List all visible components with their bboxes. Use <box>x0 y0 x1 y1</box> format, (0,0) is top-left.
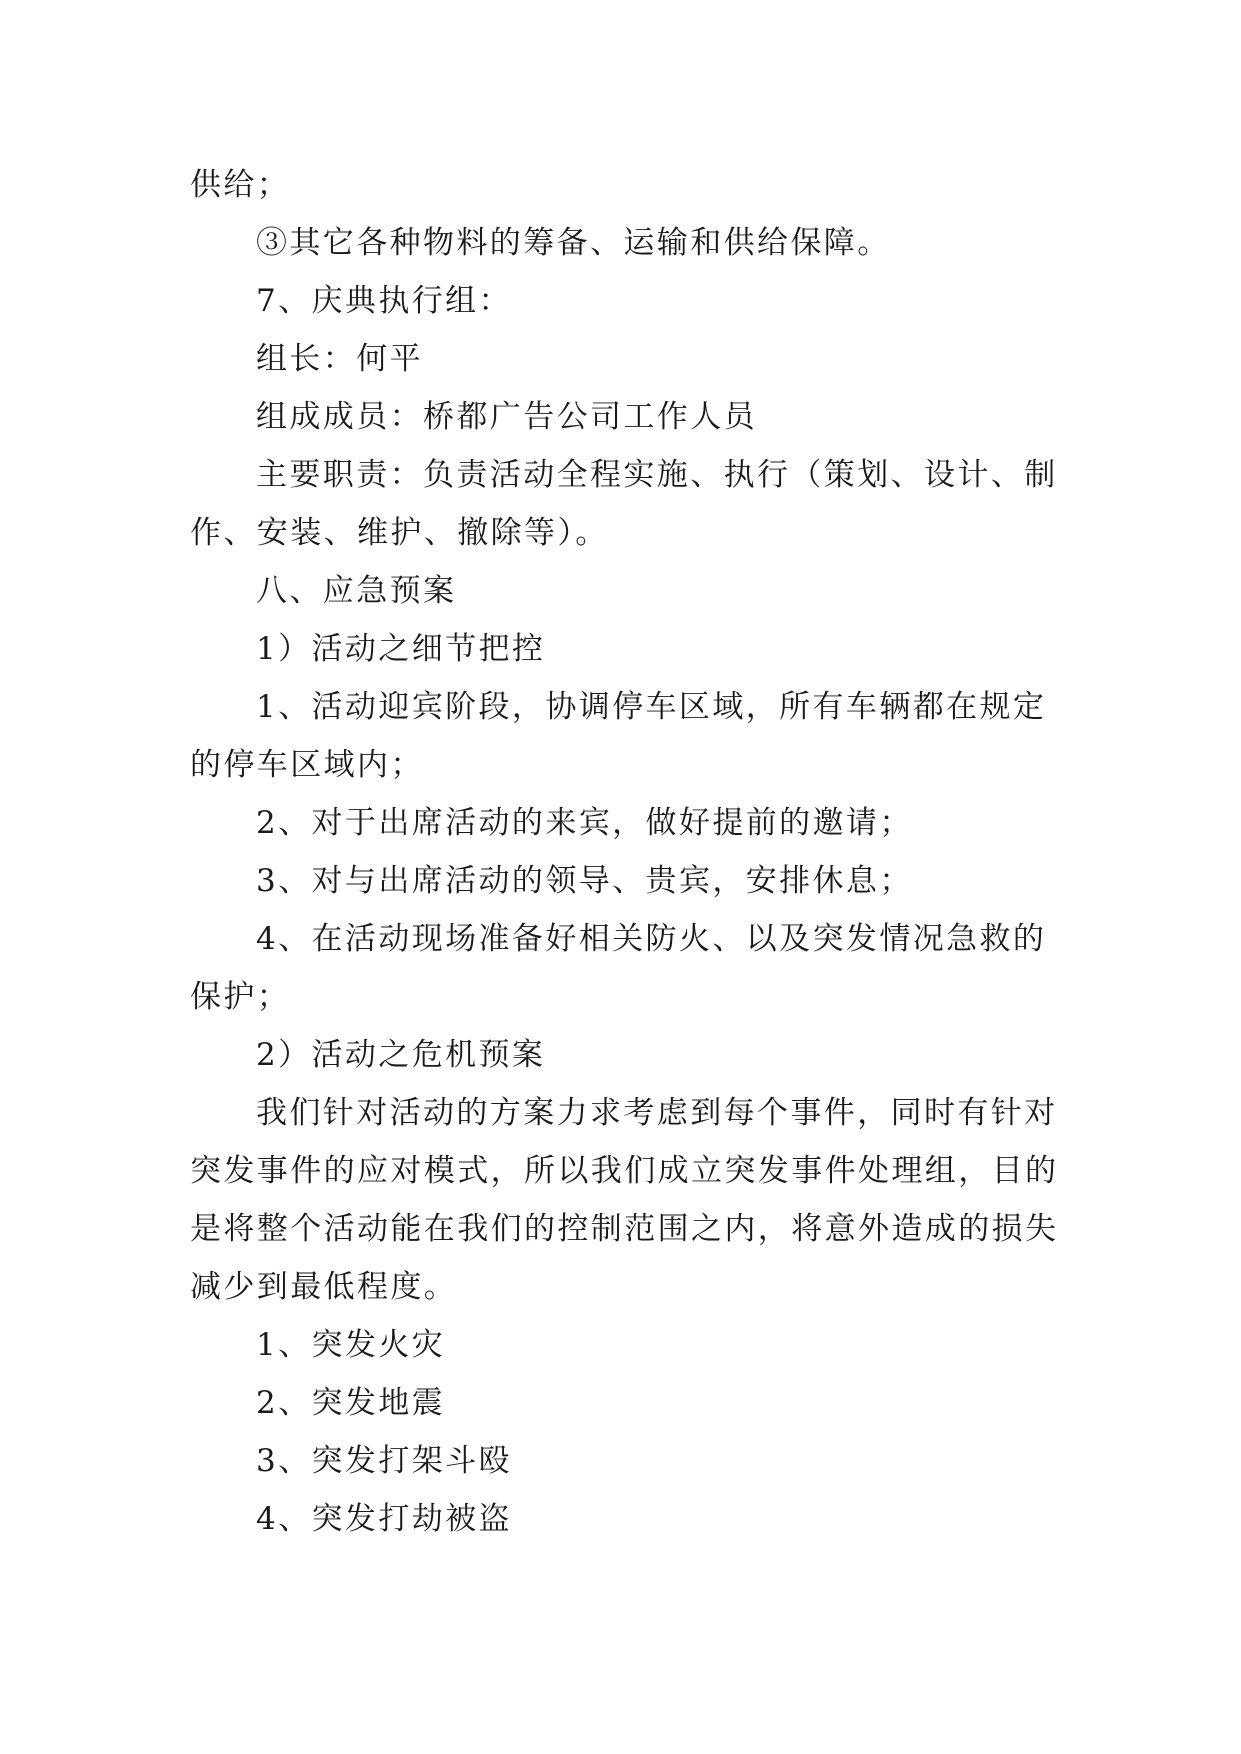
text-line: 1）活动之细节把控 <box>256 631 546 667</box>
text-line: 的停车区域内； <box>190 747 424 783</box>
text-line: 1、突发火灾 <box>256 1327 446 1363</box>
text-line: 主要职责：负责活动全程实施、执行（策划、设计、制 <box>256 457 1058 493</box>
text-line: 4、突发打劫被盗 <box>256 1501 512 1537</box>
text-line: ③其它各种物料的筹备、运输和供给保障。 <box>256 225 891 261</box>
text-line: 保护； <box>190 979 291 1015</box>
text-line: 八、应急预案 <box>256 573 457 609</box>
text-line: 组成成员：桥都广告公司工作人员 <box>256 399 757 435</box>
text-line: 3、突发打架斗殴 <box>256 1443 512 1479</box>
text-line: 1、活动迎宾阶段，协调停车区域，所有车辆都在规定 <box>256 689 1047 725</box>
text-line: 4、在活动现场准备好相关防火、以及突发情况急救的 <box>256 921 1047 957</box>
text-line: 2）活动之危机预案 <box>256 1037 546 1073</box>
text-line: 供给； <box>190 167 291 203</box>
text-line: 3、对与出席活动的领导、贵宾，安排休息； <box>256 863 913 899</box>
text-line: 2、突发地震 <box>256 1385 446 1421</box>
text-line: 7、庆典执行组： <box>256 283 512 319</box>
text-line: 是将整个活动能在我们的控制范围之内，将意外造成的损失 <box>190 1211 1059 1247</box>
text-line: 2、对于出席活动的来宾，做好提前的邀请； <box>256 805 913 841</box>
text-line: 减少到最低程度。 <box>190 1269 458 1305</box>
text-line: 组长：何平 <box>256 341 423 377</box>
text-line: 突发事件的应对模式，所以我们成立突发事件处理组，目的 <box>190 1153 1059 1189</box>
document-body <box>190 156 1059 1548</box>
text-line: 我们针对活动的方案力求考虑到每个事件，同时有针对 <box>256 1095 1058 1131</box>
text-line: 作、安装、维护、撤除等）。 <box>190 515 609 551</box>
